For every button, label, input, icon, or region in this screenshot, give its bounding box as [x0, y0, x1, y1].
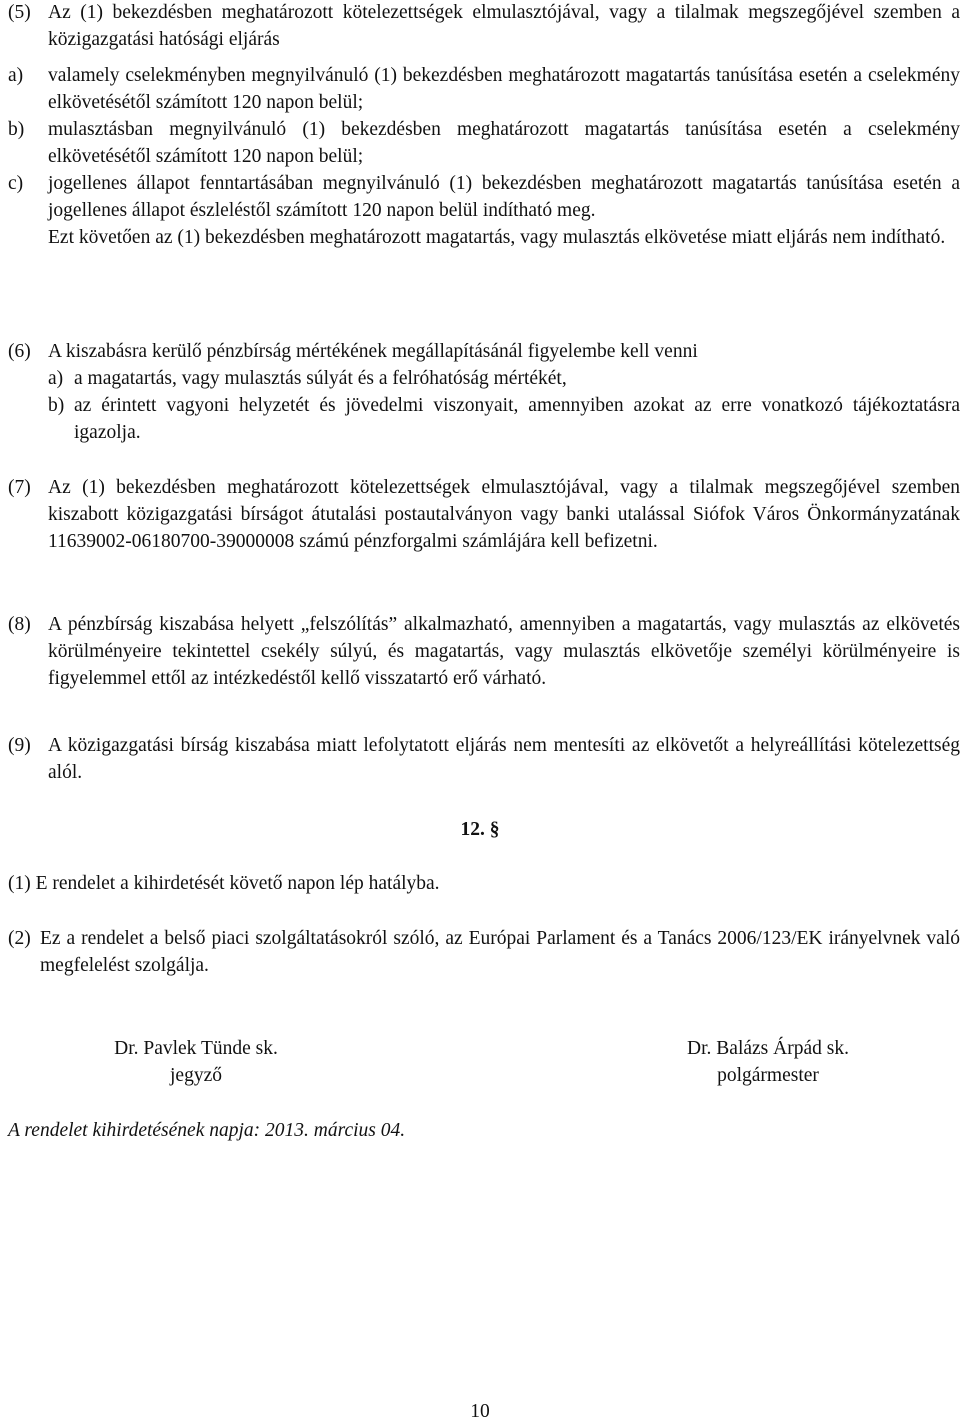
- paragraph-number: (5): [8, 2, 31, 23]
- paragraph-7: [8, 474, 960, 555]
- paragraph-number: (2): [8, 928, 31, 949]
- closing-text: [8, 224, 960, 251]
- paragraph-8-body: [8, 611, 960, 692]
- paragraph-number: (7): [8, 477, 31, 498]
- item-text: mulasztásban megnyilvánuló (1) bekezdésben meghatározott magatartás tanúsítása esetén a cselekmény elkövetésétől számított 120 napon belül;: [48, 119, 960, 167]
- item-label: c): [8, 173, 24, 194]
- paragraph-text: A kiszabásra kerülő pénzbírság mértékének megállapításánál figyelembe kell venni: [48, 341, 698, 362]
- list-item: [48, 365, 960, 392]
- signatory-title: polgármester: [717, 1065, 819, 1086]
- signatory-name: Dr. Pavlek Tünde sk.: [114, 1038, 278, 1059]
- paragraph-text: Az (1) bekezdésben meghatározott kötelezettségek elmulasztójával, vagy a tilalmak megszegőjével szemben a közigazgatási hatósági eljárás: [48, 2, 960, 50]
- signature-left: [80, 1035, 312, 1089]
- paragraph-number: (9): [8, 735, 31, 756]
- promulgation-date: A rendelet kihirdetésének napja: 2013. március 04.: [8, 1120, 406, 1141]
- item-text: jogellenes állapot fenntartásában megnyilvánuló (1) bekezdésben meghatározott magatartás tanúsítása esetén a jogellenes állapot észleléstől számított 120 napon belül indítható meg.: [48, 173, 960, 221]
- item-label: a): [8, 65, 24, 86]
- item-text: az érintett vagyoni helyzetét és jövedelmi viszonyait, amennyiben azokat az erre vonatkozó tájékoztatásra igazolja.: [74, 395, 960, 443]
- item-label: b): [48, 395, 65, 416]
- section-paragraph-2: [8, 925, 960, 979]
- paragraph-8: [8, 611, 960, 692]
- paragraph-text: Az (1) bekezdésben meghatározott kötelezettségek elmulasztójával, vagy a tilalmak megszegőjével szemben kiszabott közigazgatási bírságot átutalási postautalványon vagy banki utalással Siófok Város Önkormányzatának 11639002-06180700-39000008 számú pénzforgalmi számlájára kell befizetni.: [48, 477, 960, 552]
- page-number: 10: [470, 1401, 490, 1422]
- paragraph-2-body: [8, 925, 960, 979]
- paragraph-text: Ez a rendelet a belső piaci szolgáltatásokról szóló, az Európai Parlament és a Tanács 2006/123/EK irányelvnek való megfelelést szolgálja.: [40, 928, 960, 976]
- paragraph-6-intro: [8, 338, 960, 365]
- list-item: [8, 116, 960, 170]
- paragraph-6: [8, 338, 960, 446]
- paragraph-number: (8): [8, 614, 31, 635]
- item-text: Ezt követően az (1) bekezdésben meghatározott magatartás, vagy mulasztás elkövetése miatt eljárás nem indítható.: [48, 227, 946, 248]
- paragraph-number: (6): [8, 341, 31, 362]
- paragraph-5-items: [8, 62, 960, 251]
- list-item: [48, 392, 960, 446]
- paragraph-9: [8, 732, 960, 786]
- paragraph-7-body: [8, 474, 960, 555]
- paragraph-5-intro: [8, 0, 960, 53]
- list-item: [8, 62, 960, 116]
- paragraph-text: A pénzbírság kiszabása helyett „felszólítás” alkalmazható, amennyiben a magatartás, vagy mulasztás az elkövetés körülményeire tekintettel csekély súlyú, és magatartás, vagy mulasztás elkövetője személyi körülményeire is figyelemmel ettől az intézkedéstől kellő visszatartó erő várható.: [48, 614, 960, 689]
- paragraph-text: A közigazgatási bírság kiszabása miatt lefolytatott eljárás nem mentesíti az elkövetőt a helyreállítási kötelezettség alól.: [48, 735, 960, 783]
- signatory-name: Dr. Balázs Árpád sk.: [687, 1038, 849, 1059]
- signature-right: [654, 1035, 882, 1089]
- section-paragraph-1: [8, 870, 960, 897]
- item-text: a magatartás, vagy mulasztás súlyát és a felróhatóság mértékét,: [74, 368, 567, 389]
- list-item: [8, 170, 960, 224]
- signatory-title: jegyző: [170, 1065, 222, 1086]
- section-heading: 12. §: [460, 819, 500, 840]
- paragraph-9-body: [8, 732, 960, 786]
- item-text: valamely cselekményben megnyilvánuló (1) bekezdésben meghatározott magatartás tanúsítása esetén a cselekmény elkövetésétől számított 120 napon belül;: [48, 65, 960, 113]
- item-label: b): [8, 119, 25, 140]
- item-label: a): [48, 368, 64, 389]
- paragraph-6-items: [8, 365, 960, 446]
- paragraph-5: [8, 0, 960, 53]
- paragraph-text: (1) E rendelet a kihirdetését követő napon lép hatályba.: [8, 873, 440, 894]
